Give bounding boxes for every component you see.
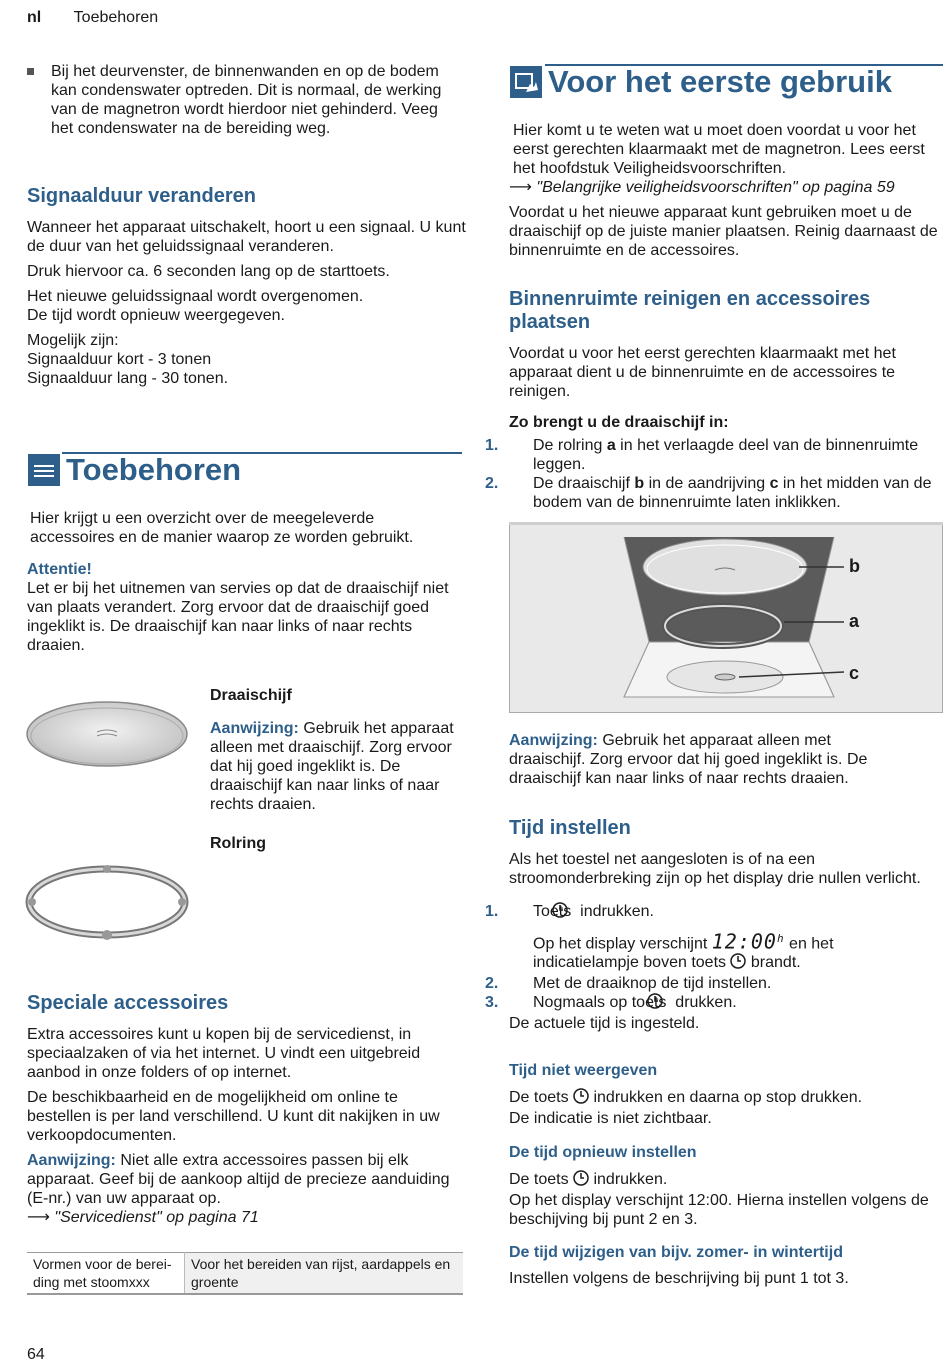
wijzigen-p1: Instellen volgens de beschrijving bij punt 1 tot 3. [509,1270,849,1287]
rolring-title: Rolring [210,835,266,852]
binnen-note-text: Gebruik het apparaat alleen met draaischijf. Zorg ervoor dat hij goed ingeklikt is. De draaischijf kan naar links of naar rechts draaien. [509,732,868,787]
bullet-icon [27,68,34,75]
step-text: De rolring [533,437,607,454]
step-ref: b [634,475,645,492]
step-detail [509,929,929,974]
step-text: indrukken. [589,1171,668,1188]
toebehoren-intro: Hier krijgt u een overzicht over de meegeleverde accessoires en de manier waarop ze worden gebruikt. [30,510,414,546]
binnen-body [485,344,944,512]
roller-ring-image [24,860,190,944]
display-readout-h: h [776,932,785,945]
step-text: De draaischijf [533,475,635,492]
speciale-ref[interactable] [27,1208,462,1227]
wijzigen-title: De tijd wijzigen van bijv. zomer- in wintertijd [509,1244,843,1261]
signaal-p3a: Het nieuwe geluidssignaal wordt overgenomen. [27,288,364,305]
niet-p2: De indicatie is niet zichtbaar. [509,1110,712,1127]
eerste-ref-text[interactable]: "Belangrijke veiligheidsvoorschriften" op pagina 59 [536,179,895,196]
accessories-table [27,1252,463,1295]
step-text: De toets [509,1089,574,1106]
clock-icon [730,953,746,974]
signaal-title: Signaalduur veranderen [27,185,256,207]
speciale-p3: Niet alle extra accessoires passen bij elk apparaat. Geef bij de aankoop altijd de precieze aanduiding (E-nr.) van uw apparaat op. [27,1152,450,1207]
signaal-p2: Druk hiervoor ca. 6 seconden lang op de starttoets. [27,263,390,280]
step-text: De toets [509,1171,574,1188]
eerste-title: Voor het eerste gebruik [548,64,892,99]
step-number: 2. [485,475,499,492]
signaal-p3b: De tijd wordt opnieuw weergegeven. [27,307,285,324]
eerste-p2: Voordat u het nieuwe apparaat kunt gebruiken moet u de draaischijf op de juiste manier plaatsen. Reinig daarnaast de binnenruimte en de accessoires. [509,204,938,259]
speciale-note [27,1151,462,1208]
first-use-icon [510,66,542,98]
signaal-p4a: Mogelijk zijn: [27,332,119,349]
step-text: brandt. [746,954,801,972]
binnen-sub: Zo brengt u de draaischijf in: [509,414,729,431]
niet-title: Tijd niet weergeven [509,1062,658,1079]
aanwijzing-label: Aanwijzing: [210,720,299,737]
opnieuw-title: De tijd opnieuw instellen [509,1144,697,1161]
step-text: Op het display verschijnt [533,935,712,953]
step-text: indrukken en daarna op stop drukken. [589,1089,863,1106]
attentie-text: Let er bij het uitnemen van servies op dat de draaischijf niet van plaats verandert. Zorg ervoor dat de draaischijf goed ingeklikt is. De draaischijf kan naar links of naar rechts draaien. [27,580,449,654]
figure-label-c: c [849,663,860,683]
step-ref: c [769,475,779,492]
table-cell: Vormen voor de berei-ding met stoomxxx [27,1253,185,1295]
figure-label-a: a [849,611,860,631]
arrow-icon: ⟶ [27,1209,55,1226]
signaal-p4c: Signaalduur lang - 30 tonen. [27,370,229,387]
list-item [485,993,929,1014]
attentie-label: Attentie! [27,561,92,578]
tijd-p1: Als het toestel net aangesloten is of na een stroomonderbreking zijn op het display drie nullen verlicht. [509,851,921,887]
eerste-p1: Hier komt u te weten wat u moet doen voordat u voor het eerst gerechten klaarmaakt met de magnetron. Lees eerst het hoofdstuk Veiligheidsvoorschriften. [513,122,925,177]
step-text: Met de draaiknop de tijd instellen. [533,975,772,993]
eerste-ref[interactable] [509,178,949,197]
figure-label-b: b [849,556,860,576]
step-number: 3. [485,994,499,1012]
opnieuw-p1 [509,1170,929,1191]
page-number: 64 [27,1346,45,1363]
step-ref: a [606,437,616,454]
aanwijzing-label: Aanwijzing: [27,1152,116,1169]
turntable-image [24,698,190,770]
binnen-note [509,731,909,788]
speciale-ref-text[interactable]: "Servicedienst" op pagina 71 [54,1209,259,1226]
step-text: in het midden van de bodem van de binnenruimte laten inklikken. [533,475,932,511]
header [27,8,158,27]
binnen-p1: Voordat u voor het eerst gerechten klaarmaakt met het apparaat dient u de binnenruimte en de accessoires te reinigen. [509,345,896,400]
signaal-p4b: Signaalduur kort - 3 tonen [27,351,212,368]
step-text: indrukken. [575,903,654,920]
signaal-p1: Wanneer het apparaat uitschakelt, hoort u een signaal. U kunt de duur van het geluidssignaal veranderen. [27,219,466,255]
list-item [485,474,944,512]
step-text: in het verlaagde deel van de binnenruimte leggen. [533,437,919,473]
toebehoren-title: Toebehoren [66,452,242,487]
attentie-block [27,560,462,655]
accessories-icon [28,454,60,486]
step-text: in de aandrijving [644,475,770,492]
clock-icon [573,1088,589,1109]
draaischijf-text: Gebruik het apparaat alleen met draaischijf. Zorg ervoor dat hij goed ingeklikt is. De draaischijf kan naar links of naar rechts draaien. [210,720,454,813]
speciale-p2: De beschikbaarheid en de mogelijkheid om online te bestellen is per land verschillend. U kunt dit nakijken in uw verkoopdocumenten. [27,1089,440,1144]
draaischijf-block [210,686,465,853]
step-text: drukken. [670,994,737,1012]
table-row [27,1253,463,1295]
oven-interior-figure [509,522,943,714]
binnen-title: Binnenruimte reinigen en accessoires plaatsen [509,288,871,333]
eerste-body [509,121,949,260]
speciale-title: Speciale accessoires [27,992,229,1014]
list-item [485,436,944,474]
arrow-icon: ⟶ [509,179,537,196]
step-number: 1. [485,903,499,920]
header-lang: nl [27,9,42,26]
step-number: 1. [485,437,499,454]
aanwijzing-label: Aanwijzing: [509,732,598,749]
opnieuw-p2: Op het display verschijnt 12:00. Hierna instellen volgens de beschijving bij punt 2 en 3. [509,1192,929,1228]
signaal-body [27,218,467,388]
tijd-done: De actuele tijd is ingesteld. [509,1015,700,1033]
draaischijf-title: Draaischijf [210,687,292,704]
niet-p1 [509,1088,929,1109]
step-text: en het indicatielampje boven toets [533,935,834,972]
niet-body [509,1088,929,1128]
display-readout: 12:00 [711,929,777,954]
list-item [485,974,929,993]
tijd-body [485,850,929,1033]
step-text: Nogmaals op toets [533,994,671,1012]
speciale-body [27,1025,462,1227]
clock-icon [573,1170,589,1191]
draaischijf-note [210,719,465,814]
speciale-p1: Extra accessoires kunt u kopen bij de servicedienst, in speciaalzaken of via het internet. U vindt een uitgebreid aanbod in onze folders of op internet. [27,1026,421,1081]
table-cell: Voor het bereiden van rijst, aardappels en groente [185,1253,464,1295]
condens-bullet [27,62,457,138]
tijd-title: Tijd instellen [509,817,631,839]
step-text: Toets [533,903,576,920]
list-item [485,902,929,923]
opnieuw-body [509,1170,929,1229]
header-section: Toebehoren [73,9,159,26]
step-number: 2. [485,975,499,993]
bullet-text: Bij het deurvenster, de binnenwanden en op de bodem kan condenswater optreden. Dit is normaal, de werking van de magnetron wordt hierdoor niet gehinderd. Veeg het condenswater na de bereiding weg. [51,63,442,137]
